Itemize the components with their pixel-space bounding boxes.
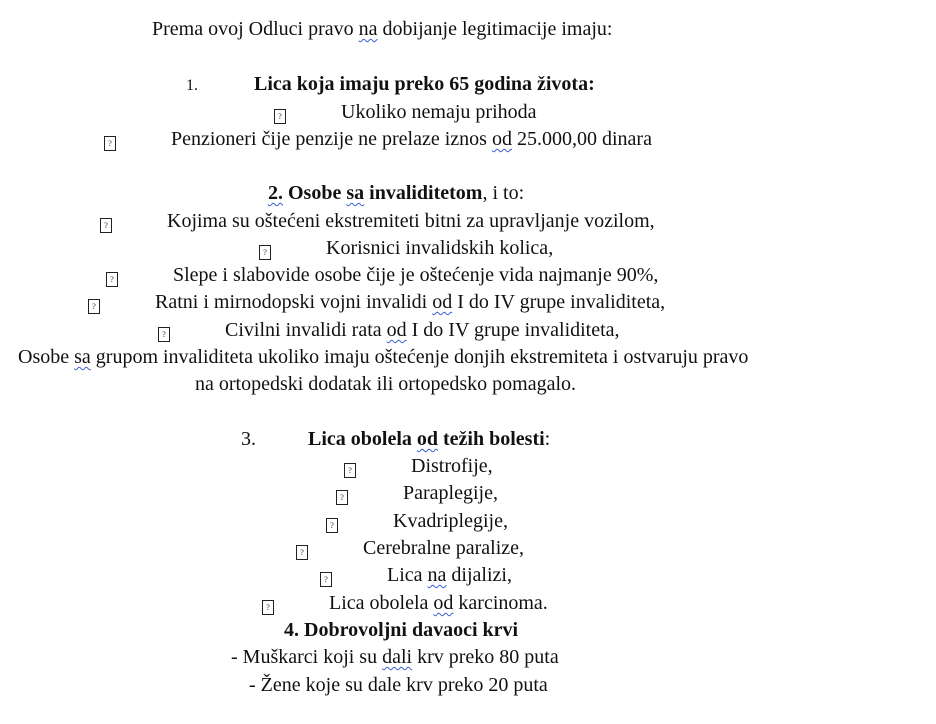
section2-item-1-text: Kojima su oštećeni ekstremiteti bitni za upravljanje vozilom,	[167, 210, 655, 232]
section4-number: 4.	[284, 619, 299, 641]
para-text-before: Osobe	[18, 346, 75, 368]
section2-title-suffix: invaliditetom	[364, 182, 483, 204]
bullet-icon: ?	[100, 218, 112, 233]
od-word: od	[386, 319, 407, 341]
intro-text-before: Prema ovoj Odluci pravo	[152, 18, 359, 40]
bullet-icon: ?	[262, 600, 274, 615]
section1-title: Lica koja imaju preko 65 godina života:	[254, 73, 595, 95]
od-word: od	[432, 291, 453, 313]
bullet-icon: ?	[158, 327, 170, 342]
section2-item-3-text: Slepe i slabovide osobe čije je oštećenje vida najmanje 90%,	[173, 264, 659, 286]
section3-item-2	[336, 481, 348, 505]
bullet-icon: ?	[259, 245, 271, 260]
section4-title: Dobrovoljni davaoci krvi	[304, 619, 519, 641]
section3-item-4	[296, 536, 308, 560]
item-text-after: dijalizi,	[446, 564, 512, 586]
section2-item-4-text	[155, 290, 665, 314]
section2-paragraph-line2: na ortopedski dodatak ili ortopedsko pomagalo.	[195, 373, 577, 395]
bullet-icon: ?	[104, 136, 116, 151]
section3-item-1	[344, 454, 356, 478]
men-text-after: krv preko 80 puta	[412, 646, 559, 668]
bullet-icon: ?	[296, 545, 308, 560]
intro-line	[152, 17, 612, 41]
od-word: od	[491, 128, 512, 150]
section3-item-1-text: Distrofije,	[411, 455, 493, 477]
sa-word: sa	[74, 346, 91, 368]
section2-item-5	[158, 318, 170, 342]
section2-heading	[268, 181, 524, 205]
men-text-before: - Muškarci koji su	[231, 646, 383, 668]
intro-na-word: na	[358, 18, 378, 40]
bullet-icon: ?	[274, 109, 286, 124]
item-text-after: 25.000,00 dinara	[511, 128, 652, 150]
na-word: na	[427, 564, 447, 586]
section2-item-2-text: Korisnici invalidskih kolica,	[326, 237, 554, 259]
para-text-after: grupom invaliditeta ukoliko imaju oštećenje donjih ekstremiteta i ostvaruju pravo	[90, 346, 749, 368]
bullet-icon: ?	[326, 518, 338, 533]
item-text-after: I do IV grupe invaliditeta,	[406, 319, 620, 341]
item-text-after: I do IV grupe invaliditeta,	[452, 291, 666, 313]
item-text-before: Penzioneri čije penzije ne prelaze iznos	[171, 128, 492, 150]
section3-colon: :	[544, 428, 551, 450]
section1-item-2-text	[171, 127, 652, 151]
section4-men-line	[231, 645, 559, 669]
dali-word: dali	[382, 646, 413, 668]
item-text-before: Lica obolela	[329, 592, 434, 614]
section3-item-6-text	[329, 591, 548, 615]
bullet-icon: ?	[336, 490, 348, 505]
section3-item-3	[326, 509, 338, 533]
section2-item-4	[88, 290, 100, 314]
section2-paragraph-line1	[18, 345, 748, 369]
section3-title	[308, 427, 550, 451]
sa-word: sa	[346, 182, 365, 204]
section1-item-1-text: Ukoliko nemaju prihoda	[341, 101, 537, 123]
od-word: od	[433, 592, 454, 614]
bullet-icon: ?	[344, 463, 356, 478]
section3-item-5	[320, 563, 332, 587]
section2-number: 2.	[268, 182, 283, 204]
section3-title-after: težih bolesti	[438, 428, 545, 450]
section2-tail: , i to:	[482, 182, 525, 204]
bullet-icon: ?	[88, 299, 100, 314]
section1-heading	[186, 72, 198, 96]
section2-item-3	[106, 263, 118, 287]
section3-number: 3.	[241, 428, 256, 450]
section3-title-before: Lica obolela	[308, 428, 417, 450]
section2-title-prefix: Osobe	[288, 182, 347, 204]
section1-item-1	[274, 100, 286, 124]
section2-item-1	[100, 209, 112, 233]
section3-item-4-text: Cerebralne paralize,	[363, 537, 525, 559]
section3-item-6	[262, 591, 274, 615]
section3-item-5-text	[387, 563, 512, 587]
bullet-icon: ?	[106, 272, 118, 287]
bullet-icon: ?	[320, 572, 332, 587]
section1-number: 1.	[186, 77, 198, 94]
item-text-before: Ratni i mirnodopski vojni invalidi	[155, 291, 433, 313]
section3-item-3-text: Kvadriplegije,	[393, 510, 508, 532]
section2-item-2	[259, 236, 271, 260]
item-text-before: Civilni invalidi rata	[225, 319, 387, 341]
item-text-before: Lica	[387, 564, 428, 586]
section4-heading	[284, 618, 518, 642]
item-text-after: karcinoma.	[453, 592, 548, 614]
section4-women-line: - Žene koje su dale krv preko 20 puta	[249, 674, 548, 696]
section3-item-2-text: Paraplegije,	[403, 482, 498, 504]
intro-text-after: dobijanje legitimacije imaju:	[377, 18, 613, 40]
section2-item-5-text	[225, 318, 620, 342]
od-word: od	[416, 428, 439, 450]
section1-item-2	[104, 127, 116, 151]
